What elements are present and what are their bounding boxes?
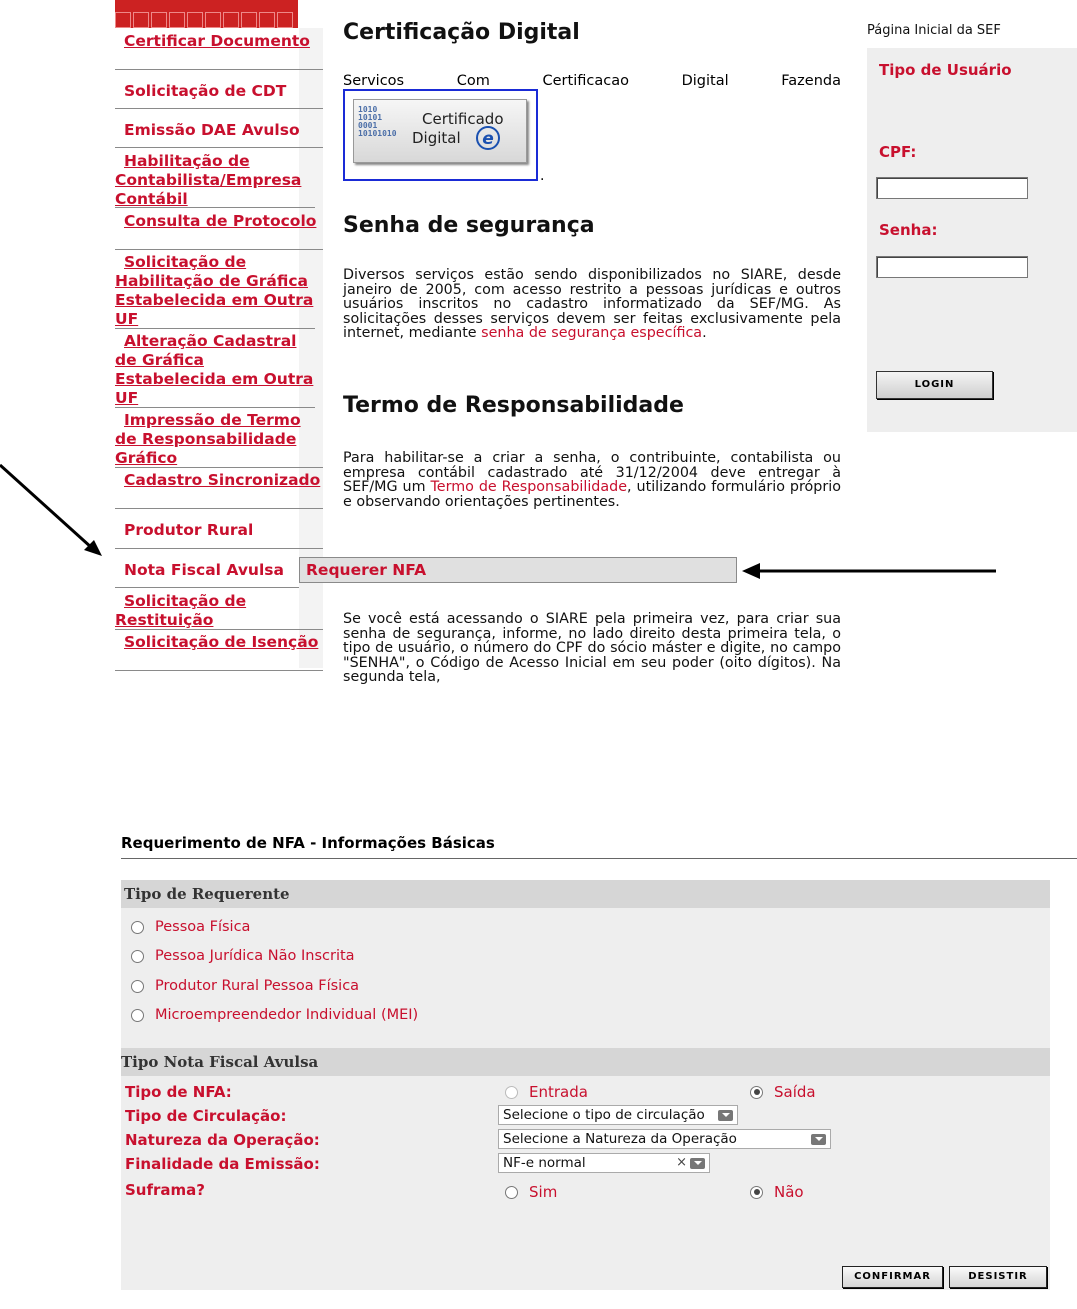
page-title: Certificação Digital bbox=[343, 20, 580, 45]
suframa-label: Suframa? bbox=[125, 1181, 205, 1199]
certificado-digital-image bbox=[353, 99, 527, 163]
radio-produtor-rural[interactable] bbox=[131, 976, 359, 996]
tipo-circulacao-select[interactable] bbox=[498, 1105, 738, 1125]
tipo-circulacao-label: Tipo de Circulação: bbox=[125, 1107, 287, 1125]
radio-button[interactable] bbox=[131, 921, 144, 934]
sidebar-item-impressao-termo[interactable]: Impressão de Termo de Responsabilidade Gráfico bbox=[115, 411, 323, 468]
select-value: NF-e normal bbox=[503, 1155, 586, 1171]
radio-button[interactable] bbox=[505, 1086, 518, 1099]
sidebar-item-emissao-dae[interactable]: Emissão DAE Avulso bbox=[115, 121, 323, 148]
chevron-down-icon[interactable] bbox=[811, 1134, 826, 1145]
submenu-requerer-nfa[interactable]: Requerer NFA bbox=[299, 557, 737, 583]
radio-mei[interactable] bbox=[131, 1005, 418, 1025]
clear-icon[interactable]: × bbox=[676, 1155, 687, 1170]
termo-end: , utilizando formulário próprio e observando orientações pertinentes. bbox=[343, 479, 841, 510]
radio-button[interactable] bbox=[750, 1086, 763, 1099]
sidebar-item-habilitacao-grafica[interactable]: Solicitação de Habilitação de Gráfica Estabelecida em Outra UF bbox=[115, 253, 314, 328]
sidebar-item-solicitacao-restituicao[interactable]: Solicitação de Restituição bbox=[115, 592, 323, 630]
radio-button[interactable] bbox=[750, 1186, 763, 1199]
arrow-to-requerer-nfa-icon bbox=[742, 563, 996, 579]
services-word: Servicos bbox=[343, 73, 405, 89]
select-value: Selecione o tipo de circulação bbox=[503, 1107, 705, 1123]
cpf-label: CPF: bbox=[879, 143, 917, 161]
senha-heading: Senha de segurança bbox=[343, 213, 595, 238]
termo-paragraph bbox=[343, 451, 841, 509]
natureza-select[interactable] bbox=[498, 1129, 831, 1149]
radio-label: Pessoa Física bbox=[155, 919, 251, 935]
certificado-digital-button[interactable] bbox=[343, 89, 538, 181]
section-tipo-nota-fiscal: Tipo Nota Fiscal Avulsa bbox=[121, 1048, 1050, 1076]
finalidade-label: Finalidade da Emissão: bbox=[125, 1155, 320, 1173]
radio-button[interactable] bbox=[505, 1186, 518, 1199]
cert-line2: Digital bbox=[412, 129, 461, 147]
e-logo-icon: e bbox=[476, 126, 500, 150]
confirmar-button[interactable]: CONFIRMAR bbox=[842, 1266, 943, 1288]
cpf-input[interactable] bbox=[876, 177, 1028, 199]
sidebar-item-produtor-rural[interactable]: Produtor Rural bbox=[115, 521, 323, 549]
radio-label: Microempreendedor Individual (MEI) bbox=[155, 1007, 419, 1023]
sidebar-item-solicitacao-cdt[interactable]: Solicitação de CDT bbox=[115, 82, 323, 109]
sidebar-item-habilitacao-contabilista[interactable]: Habilitação de Contabilista/Empresa Contábil bbox=[115, 152, 315, 208]
sidebar-item-solicitacao-isencao[interactable]: Solicitação de Isenção bbox=[115, 633, 323, 671]
natureza-label: Natureza da Operação: bbox=[125, 1131, 320, 1149]
desistir-button[interactable]: DESISTIR bbox=[949, 1266, 1047, 1288]
chevron-down-icon[interactable] bbox=[690, 1158, 705, 1169]
suframa-sim[interactable] bbox=[505, 1183, 557, 1201]
sidebar-item-alteracao-cadastral[interactable]: Alteração Cadastral de Gráfica Estabelecida em Outra UF bbox=[115, 332, 314, 407]
senha-end: . bbox=[702, 325, 707, 341]
header-squares-decoration bbox=[115, 12, 295, 28]
senha-input[interactable] bbox=[876, 256, 1028, 278]
chevron-down-icon[interactable] bbox=[718, 1110, 733, 1121]
senha-paragraph bbox=[343, 268, 841, 341]
termo-text: Para habilitar-se a criar a senha, o contribuinte, contabilista ou empresa contábil cadastrado até 31/12/2004 deve entregar à SEF/MG um bbox=[343, 450, 841, 495]
radio-label: Saída bbox=[774, 1083, 816, 1101]
radio-label: Produtor Rural Pessoa Física bbox=[155, 978, 360, 994]
tipo-nfa-saida[interactable] bbox=[750, 1083, 816, 1101]
radio-label: Pessoa Jurídica Não Inscrita bbox=[155, 948, 355, 964]
sidebar-item-certificar-documento[interactable]: Certificar Documento bbox=[115, 32, 323, 70]
form-divider bbox=[121, 858, 1077, 859]
senha-label: Senha: bbox=[879, 221, 938, 239]
select-value: Selecione a Natureza da Operação bbox=[503, 1131, 737, 1147]
services-word: Digital bbox=[681, 73, 729, 89]
binary-pattern-icon: 1010 10101 0001 10101010 bbox=[358, 105, 397, 138]
sidebar-item-nota-fiscal-avulsa[interactable]: Nota Fiscal Avulsa bbox=[115, 561, 299, 588]
finalidade-select[interactable] bbox=[498, 1153, 710, 1173]
arrow-to-nota-fiscal-icon bbox=[0, 465, 102, 556]
login-button[interactable]: LOGIN bbox=[876, 371, 993, 399]
radio-pessoa-fisica[interactable] bbox=[131, 917, 250, 937]
services-word: Fazenda bbox=[781, 73, 841, 89]
radio-button[interactable] bbox=[131, 980, 144, 993]
senha-seguranca-link[interactable]: senha de segurança específica bbox=[481, 325, 703, 341]
radio-label: Entrada bbox=[529, 1083, 588, 1101]
termo-responsabilidade-link[interactable]: Termo de Responsabilidade bbox=[430, 479, 628, 495]
suframa-nao[interactable] bbox=[750, 1183, 804, 1201]
sidebar-item-cadastro-sincronizado[interactable]: Cadastro Sincronizado bbox=[115, 471, 323, 509]
tipo-nfa-entrada[interactable] bbox=[505, 1083, 588, 1101]
services-word: Com bbox=[456, 73, 490, 89]
user-type-label: Tipo de Usuário bbox=[879, 61, 1012, 79]
cert-trailing-dot: . bbox=[540, 168, 545, 184]
radio-label: Não bbox=[774, 1183, 804, 1201]
radio-pessoa-juridica[interactable] bbox=[131, 946, 355, 966]
form-title: Requerimento de NFA - Informações Básicas bbox=[121, 834, 495, 852]
radio-button[interactable] bbox=[131, 950, 144, 963]
first-access-paragraph: Se você está acessando o SIARE pela primeira vez, para criar sua senha de segurança, informe, no lado direito desta primeira tela, o tipo de usuário, o número do CPF do sócio máster e digite, no campo "SENHA", o Código de Acesso Inicial em seu poder (oito dígitos). Na segunda tela, bbox=[343, 611, 841, 685]
sidebar-item-consulta-protocolo[interactable]: Consulta de Protocolo bbox=[115, 212, 323, 250]
senha-text: Diversos serviços estão sendo disponibilizados no SIARE, desde janeiro de 2005, com acesso restrito a pessoas jurídicas e outros usuários inscritos no cadastro informatizado da SEF/MG. As solicitações desses serviços devem ser feitas exclusivamente pela internet, mediante bbox=[343, 267, 841, 341]
services-word: Certificacao bbox=[542, 73, 629, 89]
cert-line1: Certificado bbox=[422, 110, 504, 128]
termo-heading: Termo de Responsabilidade bbox=[343, 393, 684, 418]
home-sef-link[interactable]: Página Inicial da SEF bbox=[867, 23, 1001, 38]
tipo-nfa-label: Tipo de NFA: bbox=[125, 1083, 232, 1101]
section-tipo-requerente: Tipo de Requerente bbox=[121, 880, 1050, 908]
radio-button[interactable] bbox=[131, 1009, 144, 1022]
radio-label: Sim bbox=[529, 1183, 558, 1201]
sidebar-header-band bbox=[115, 0, 298, 28]
